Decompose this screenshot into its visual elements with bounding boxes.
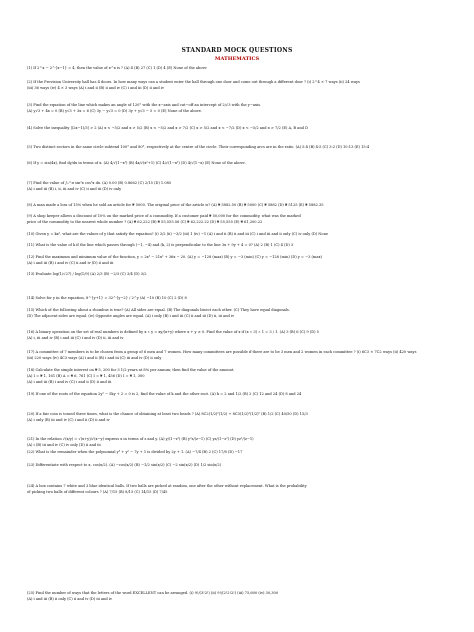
question-8-line1: (8) A man made a loss of 15% when he sold an article for ₦ 5000. The original price of the article is? (A) ₦ 5882.50 (B) ₦ 5000 (C) ₦ 5882 (D) ₦ 5125 (E) ₦ 5882.35 bbox=[27, 203, 324, 207]
question-3-line2: (A) y√3 + 4x = 0 (B) y√3 + 3x = 6 (C) 3y − y√3 = 0 (D) 3y + y√3 − 5 = 0 (E) None of the above. bbox=[27, 109, 203, 113]
question-24-line1: (23) Differentiate with respect to x, cos(x/2). (A) −cos(x/2) (B) −1/2 sin(x/2) (C) −2 sin(x/2) (D) 1/2 sin(x/2) bbox=[27, 463, 222, 467]
question-21-line2: (A) i only (B) iii and iv (C) i and ii (D) ii and iv bbox=[27, 418, 110, 422]
question-25-line2: of picking two balls of different colours ? (A) 7/15 (B) 8/15 (C) 14/15 (D) 7/45 bbox=[27, 490, 168, 494]
question-22-line2: (A) i (B) iii and iv (C) iv only (D) ii and iii bbox=[27, 443, 101, 447]
question-25-line1: (24) A box contains 7 white and 3 blue identical balls. If two balls are picked at random, one after the other without replacement. What is the probability bbox=[27, 484, 307, 488]
question-26-line1: (25) Find the number of ways that the letters of the word EXCELLENT can be arranged. (i) 9!/(3!2!) (ii) 9!/(2!2!2!) (iii) 75,600 (iv) 30,300 bbox=[27, 591, 279, 595]
question-9-line2: price of the commodity to the nearest whole number ? (A) ₦ 62,222 (B) ₦ 55,555.56 (C) ₦ 62,222.22 (D) ₦ 55,555 (E) ₦ 61,200.22 bbox=[27, 220, 263, 224]
question-16-line1: (16) A binary operation on the set of real numbers is defined by x ∗ y = xy/(x+y) where x + y ≠ 0. Find the value of x if (x ∗ 3) ∗ 1 = 3 / 1. (A) 3 (B) 6 (C) 9 (D) 5 bbox=[27, 330, 319, 334]
question-15-line2: (D) The adjacent sides are equal. (iv) Opposite angles are equal. (A) i only (B) i and iii (C) ii and iii (D) ii, iii and iv bbox=[27, 314, 235, 318]
question-20-line1: (19) If one of the roots of the equation 2y² − 5ky + 2 = 0 is 2, find the value of k and the other root. (A) k = 2 and 1/2 (B) 2 (C) 12 and 24 (D) 8 and 24 bbox=[27, 392, 302, 396]
document-subtitle: MATHEMATICS bbox=[214, 56, 260, 62]
question-23-line1: (22) What is the remainder when the polynomial y³ + y² − 7y + 1 is divided by 2y + 1. (A) −7/4 (B) 2 (C) 17/8 (D) −17 bbox=[27, 450, 243, 454]
question-22-line1: (21) In the relation √(x/y) = √(x+y)/√(x−y) express x in terms of z and y. (A) y/(1−z²) (B) y²z/(z−1) (C) yz/(1−z²) (D) yz²/(z−1) bbox=[27, 437, 254, 441]
question-15-line1: (15) Which of the following about a rhombus is true? (A) All sides are equal. (B) The diagonals bisect each other. (C) They have equal diagonals. bbox=[27, 308, 290, 312]
question-26-line2: (A) i and iii (B) ii only (C) ii and iv (D) iii and iv bbox=[27, 597, 113, 601]
question-18-line2: (A) I = ₦ 1, 161 (B) A = ₦ 6, 761 (C) I = ₦ 1, 456 (D) I = ₦ 1, 300 bbox=[27, 374, 145, 378]
question-7-line1: (7) Find the value of ∫₀^π sin²x cos³x dx. (A) 0.00 (B) 0.8662 (C) 2/15 (D) 1.085 bbox=[27, 181, 172, 185]
question-17-line2: (iii) 220 ways (iv) 4C3 ways (A) i and ii (B) i and iii (C) iii and iv (D) ii only bbox=[27, 356, 162, 360]
question-2-line1: (2) If the Provision University hall has 4 doors. In how many ways can a student enter the hall through one door and come out through a different door ? (i) 2^4 × 7 ways (ii) 24 ways bbox=[27, 80, 360, 84]
question-1-line1: (1) If 2^x − 2^{x−1} = 4, then the value of x^x is ? (A) 4 (B) 27 (C) 1 (D) 4 (E) None of the above bbox=[27, 66, 207, 70]
question-7-line2: (A) i and iii (B) i, ii, iii and iv (C) ii and iii (D) iv only bbox=[27, 187, 122, 191]
question-11-line1: (11) What is the value of k if the line which passes through (−1, −4) and (k, 2) is perpendicular to the line 3x + 9y + 4 = 0? (A) 2 (B) 1 (C) 4 (D) 3 bbox=[27, 243, 294, 247]
question-21-line1: (20) If a fair coin is tossed three times, what is the chance of obtaining at least two heads ? (A) 8C2(1/2)²(1/2) + 8C3(1/2)³(1/2)⁰ (B) 1/2 (C) 40/50 (D) 15/3 bbox=[27, 412, 308, 416]
question-18-line1: (18) Calculate the simple interest on ₦ 5, 200 for 3 1/2 years at 8% per annum; then find the value of the amount. bbox=[27, 368, 235, 372]
question-19-line1: (A) i and iii (B) i and iv (C) i and ii (D) ii and iii bbox=[27, 380, 112, 384]
question-9-line1: (9) A shop keeper allows a discount of 10% on the marked price of a commodity. If a customer paid ₦ 50,000 for the commodity, what was the marked bbox=[27, 214, 301, 218]
question-12-line2: (A) i and iii (B) i and iv (C) ii and iv (D) ii and iii bbox=[27, 261, 114, 265]
question-4-line1: (4) Solve the inequality |(2x−1)/3| > 2 (A) x < −5/2 and x > 5/2 (B) x < −5/2 and x > 7/2 (C) x > 5/2 and x < −7/2 (D) x < −5/2 and x > 7/2 (E) A, B and D bbox=[27, 126, 308, 130]
question-13-line1: (13) Evaluate log(1/√27) / log(1/9) (A) 2/3 (B) −2/3 (C) 3/4 (D) 3/2 bbox=[27, 272, 147, 276]
question-14-line1: (14) Solve for y in the equation, 8^{y+1} = 32^{y−2} / 2^y (A) −10 (B) 10 (C) 2 (D) 8 bbox=[27, 296, 187, 300]
question-6-line1: (6) If y = sin(4x), find dy/dx in terms of x. (A) 4/√(1−x²) (B) 4x/√(x²+1) (C) 4/√(1−x²) (D) 4/√(1−x) (E) None of the above. bbox=[27, 161, 246, 165]
question-12-line1: (12) Find the maximum and minimum value of the function, y = 2x³ − 21x² + 36x − 20. (A) y = −128 (max) (B) y = −3 (min) (C) y = −128 (min) (D) y = −3 (max) bbox=[27, 255, 322, 259]
question-2-line2: (iii) 36 ways (iv) 4 × 3 ways (A) i and ii (B) ii and iv (C) i and iii (D) ii and iv bbox=[27, 86, 164, 90]
document-title: STANDARD MOCK QUESTIONS bbox=[181, 47, 293, 54]
question-5-line1: (5) Two distinct sectors in the same circle subtend 100° and 80°, respectively at the centre of the circle. Their corresponding arcs are in the ratio. (A) 5:4 (B) 4:5 (C) 3:2 (D) 10:13 (E) 15:4 bbox=[27, 145, 370, 149]
question-17-line1: (17) A committee of 7 members is to be chosen from a group of 6 men and 7 women. How many committees are possible if there are to be 3 men and 2 women in each committee ? (i) 6C3 × 7C2 ways (ii) 420 ways bbox=[27, 350, 417, 354]
question-10-line1: (10) Given y = kx², what are the values of y that satisfy the equation? (i) 3/2 (ii) −3/2 (iii) 1 (iv) −1 (A) i and ii (B) ii and iii (C) i and iii and ii only (C) iv only (D) None bbox=[27, 232, 329, 236]
question-16-line2: (A) i, iii and iv (B) i and iii (C) i and iv (D) ii, iii and iv bbox=[27, 336, 124, 340]
question-3-line1: (3) Find the equation of the line which makes an angle of 120° with the x−axis and cut−off an intercept of 2/√3 with the y−axis. bbox=[27, 103, 262, 107]
